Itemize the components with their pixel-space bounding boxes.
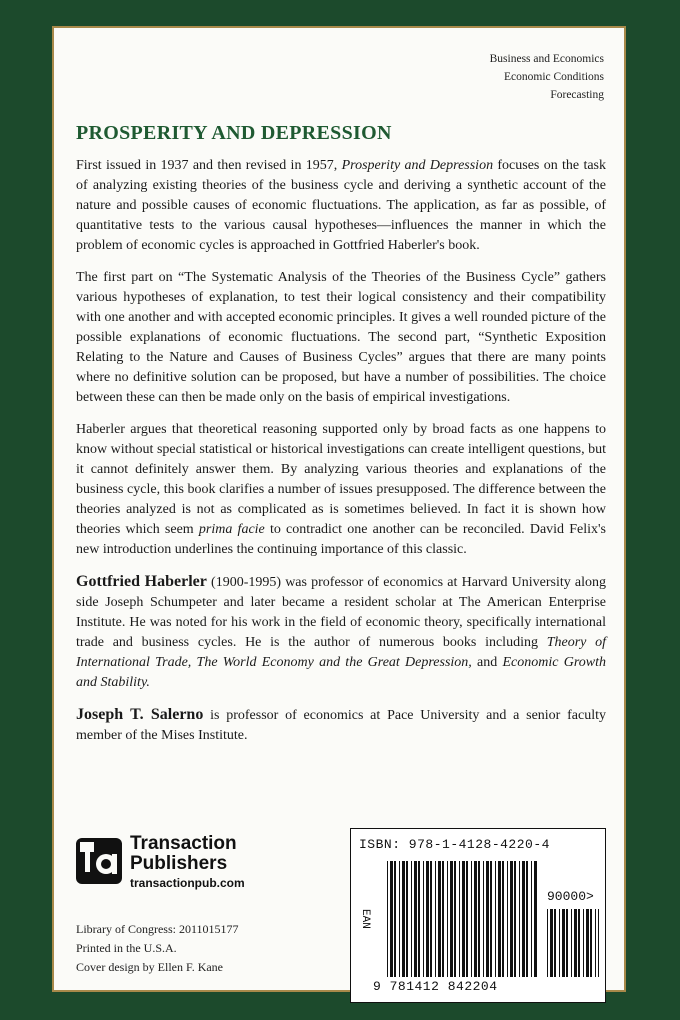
price-code: 90000> — [547, 889, 594, 904]
barcode-bar — [411, 861, 412, 977]
author-bio-text-b: and — [471, 655, 503, 670]
barcode-bar — [459, 861, 460, 977]
barcode-bar — [454, 861, 456, 977]
book-title: PROSPERITY AND DEPRESSION — [76, 122, 392, 144]
transaction-logo-icon — [74, 836, 124, 886]
barcode-bar — [522, 861, 525, 977]
barcode-bar — [414, 861, 417, 977]
barcode-bar — [387, 861, 388, 977]
barcode-bar — [519, 861, 520, 977]
paragraph-1-book-title: Prosperity and Depression — [341, 158, 494, 173]
colophon — [76, 920, 239, 977]
barcode-bar — [399, 861, 400, 977]
subject-categories — [490, 50, 604, 104]
barcode-bar — [447, 861, 448, 977]
publisher-name-line-2: Publishers — [130, 853, 228, 874]
introducer-bio — [76, 705, 606, 746]
introducer-bio-text: is professor of economics at Pace University and a senior faculty member of the Mises Institute. — [76, 708, 606, 743]
barcode-bar — [550, 909, 553, 977]
introducer-name: Joseph T. Salerno — [76, 706, 204, 723]
ean-digits: 9 781412 842204 — [373, 979, 498, 994]
barcode-bar — [510, 861, 513, 977]
barcode-bar — [394, 861, 396, 977]
barcode-bar — [547, 909, 548, 977]
ean-label: EAN — [359, 909, 371, 929]
barcode-bar — [390, 861, 393, 977]
barcode-bar — [471, 861, 472, 977]
publisher-url: transactionpub.com — [130, 876, 245, 890]
barcode-bar — [435, 861, 436, 977]
barcode-bar — [586, 909, 589, 977]
barcode-bar — [402, 861, 405, 977]
barcode-bar — [423, 861, 424, 977]
author-book-last: Economic Growth and Stability. — [76, 655, 606, 690]
library-of-congress: Library of Congress: 2011015177 — [76, 922, 239, 936]
paragraph-3-italic: prima facie — [198, 522, 265, 537]
category-3: Forecasting — [550, 89, 604, 101]
barcode-bar — [507, 861, 508, 977]
barcode-bar — [590, 909, 592, 977]
addon-barcode-bars — [547, 909, 599, 977]
barcode-bar — [554, 909, 556, 977]
publisher-logo-block — [74, 834, 284, 894]
description — [76, 156, 606, 758]
isbn-barcode — [350, 828, 606, 1003]
barcode-bar — [566, 909, 568, 977]
paragraph-1-text-a: First issued in 1937 and then revised in 1957, — [76, 158, 342, 173]
barcode-bar — [466, 861, 468, 977]
barcode-bar — [595, 909, 596, 977]
barcode-bar — [474, 861, 477, 977]
barcode-bar — [442, 861, 444, 977]
barcode-bar — [450, 861, 453, 977]
barcode-bar — [583, 909, 584, 977]
barcode-bar — [483, 861, 484, 977]
author-bio — [76, 572, 606, 693]
barcode-bar — [571, 909, 572, 977]
paragraph-3 — [76, 420, 606, 560]
barcode-bar — [574, 909, 577, 977]
barcode-bar — [502, 861, 504, 977]
barcode-bar — [462, 861, 465, 977]
barcode-bar — [406, 861, 408, 977]
publisher-name — [130, 834, 237, 874]
isbn-number: ISBN: 978-1-4128-4220-4 — [359, 837, 550, 852]
paragraph-3-text-a: Haberler argues that theoretical reasoning supported only by broad facts as one happens to know without special statistical or historical investigations can create intelligent questions, but it cannot definitely answer them. By analyzing various theories and explanations of the business cycle, this book clarifies a number of issues presupposed. The difference between the theories analyzed is not as complicated as is sometimes believed. In fact it is shown how theories which seem — [76, 422, 606, 537]
paragraph-2: The first part on “The Systematic Analysis of the Theories of the Business Cycle” gathers various hypotheses of explanation, to test their logical consistency and their compatibility with one another and with accepted economic principles. It gives a well rounded picture of the possible explanations of economic fluctuations. The second part, “Synthetic Exposition Relating to the Nature and Causes of Business Cycles” argues that there are many points where no definitive solution can be proposed, but have a number of possibilities. The choice between these can then be made only on the basis of empirical investigations. — [76, 270, 606, 405]
barcode-bar — [526, 861, 528, 977]
barcode-bar — [578, 909, 580, 977]
paragraph-1-text-b: focuses on the task of analyzing existing theories of the business cycle and deriving a synthetic account of the nature and possible causes of economic fluctuations. The application, as far as possible, of quantitative tests to the various causal hypotheses—influences the manner in which the problem of economic cycles is approached in Gottfried Haberler's book. — [76, 158, 606, 253]
barcode-bar — [598, 909, 599, 977]
barcode-bar — [490, 861, 492, 977]
author-name: Gottfried Haberler — [76, 573, 207, 590]
publisher-name-line-1: Transaction — [130, 833, 237, 854]
barcode-bar — [534, 861, 537, 977]
barcode-bar — [486, 861, 489, 977]
barcode-bar — [478, 861, 480, 977]
barcode-bar — [430, 861, 432, 977]
printed-in: Printed in the U.S.A. — [76, 941, 177, 955]
barcode-bar — [495, 861, 496, 977]
author-bio-text-a: (1900-1995) was professor of economics at Harvard University along side Joseph Schumpeter and later became a resident scholar at The American Enterprise Institute. He was noted for his work in the field of economic theory, specifically international trade and business cycles. He is the author of numerous books including — [76, 575, 607, 650]
author-books: Theory of International Trade, The World Economy and the Great Depression, — [76, 635, 606, 670]
paragraph-1 — [76, 156, 606, 256]
barcode-bar — [438, 861, 441, 977]
barcode-bar — [531, 861, 532, 977]
category-2: Economic Conditions — [504, 71, 604, 83]
barcode-bar — [498, 861, 501, 977]
barcode-bar — [426, 861, 429, 977]
category-1: Business and Economics — [489, 53, 604, 65]
cover-design-credit: Cover design by Ellen F. Kane — [76, 960, 224, 974]
barcode-bar — [559, 909, 560, 977]
barcode-bar — [562, 909, 565, 977]
barcode-bar — [514, 861, 516, 977]
paragraph-3-text-b: to contradict one another can be reconciled. David Felix's new introduction underlines the continuing importance of this classic. — [76, 522, 607, 557]
cover-panel — [52, 26, 626, 992]
barcode-bar — [418, 861, 420, 977]
ean-barcode-bars — [387, 861, 537, 977]
